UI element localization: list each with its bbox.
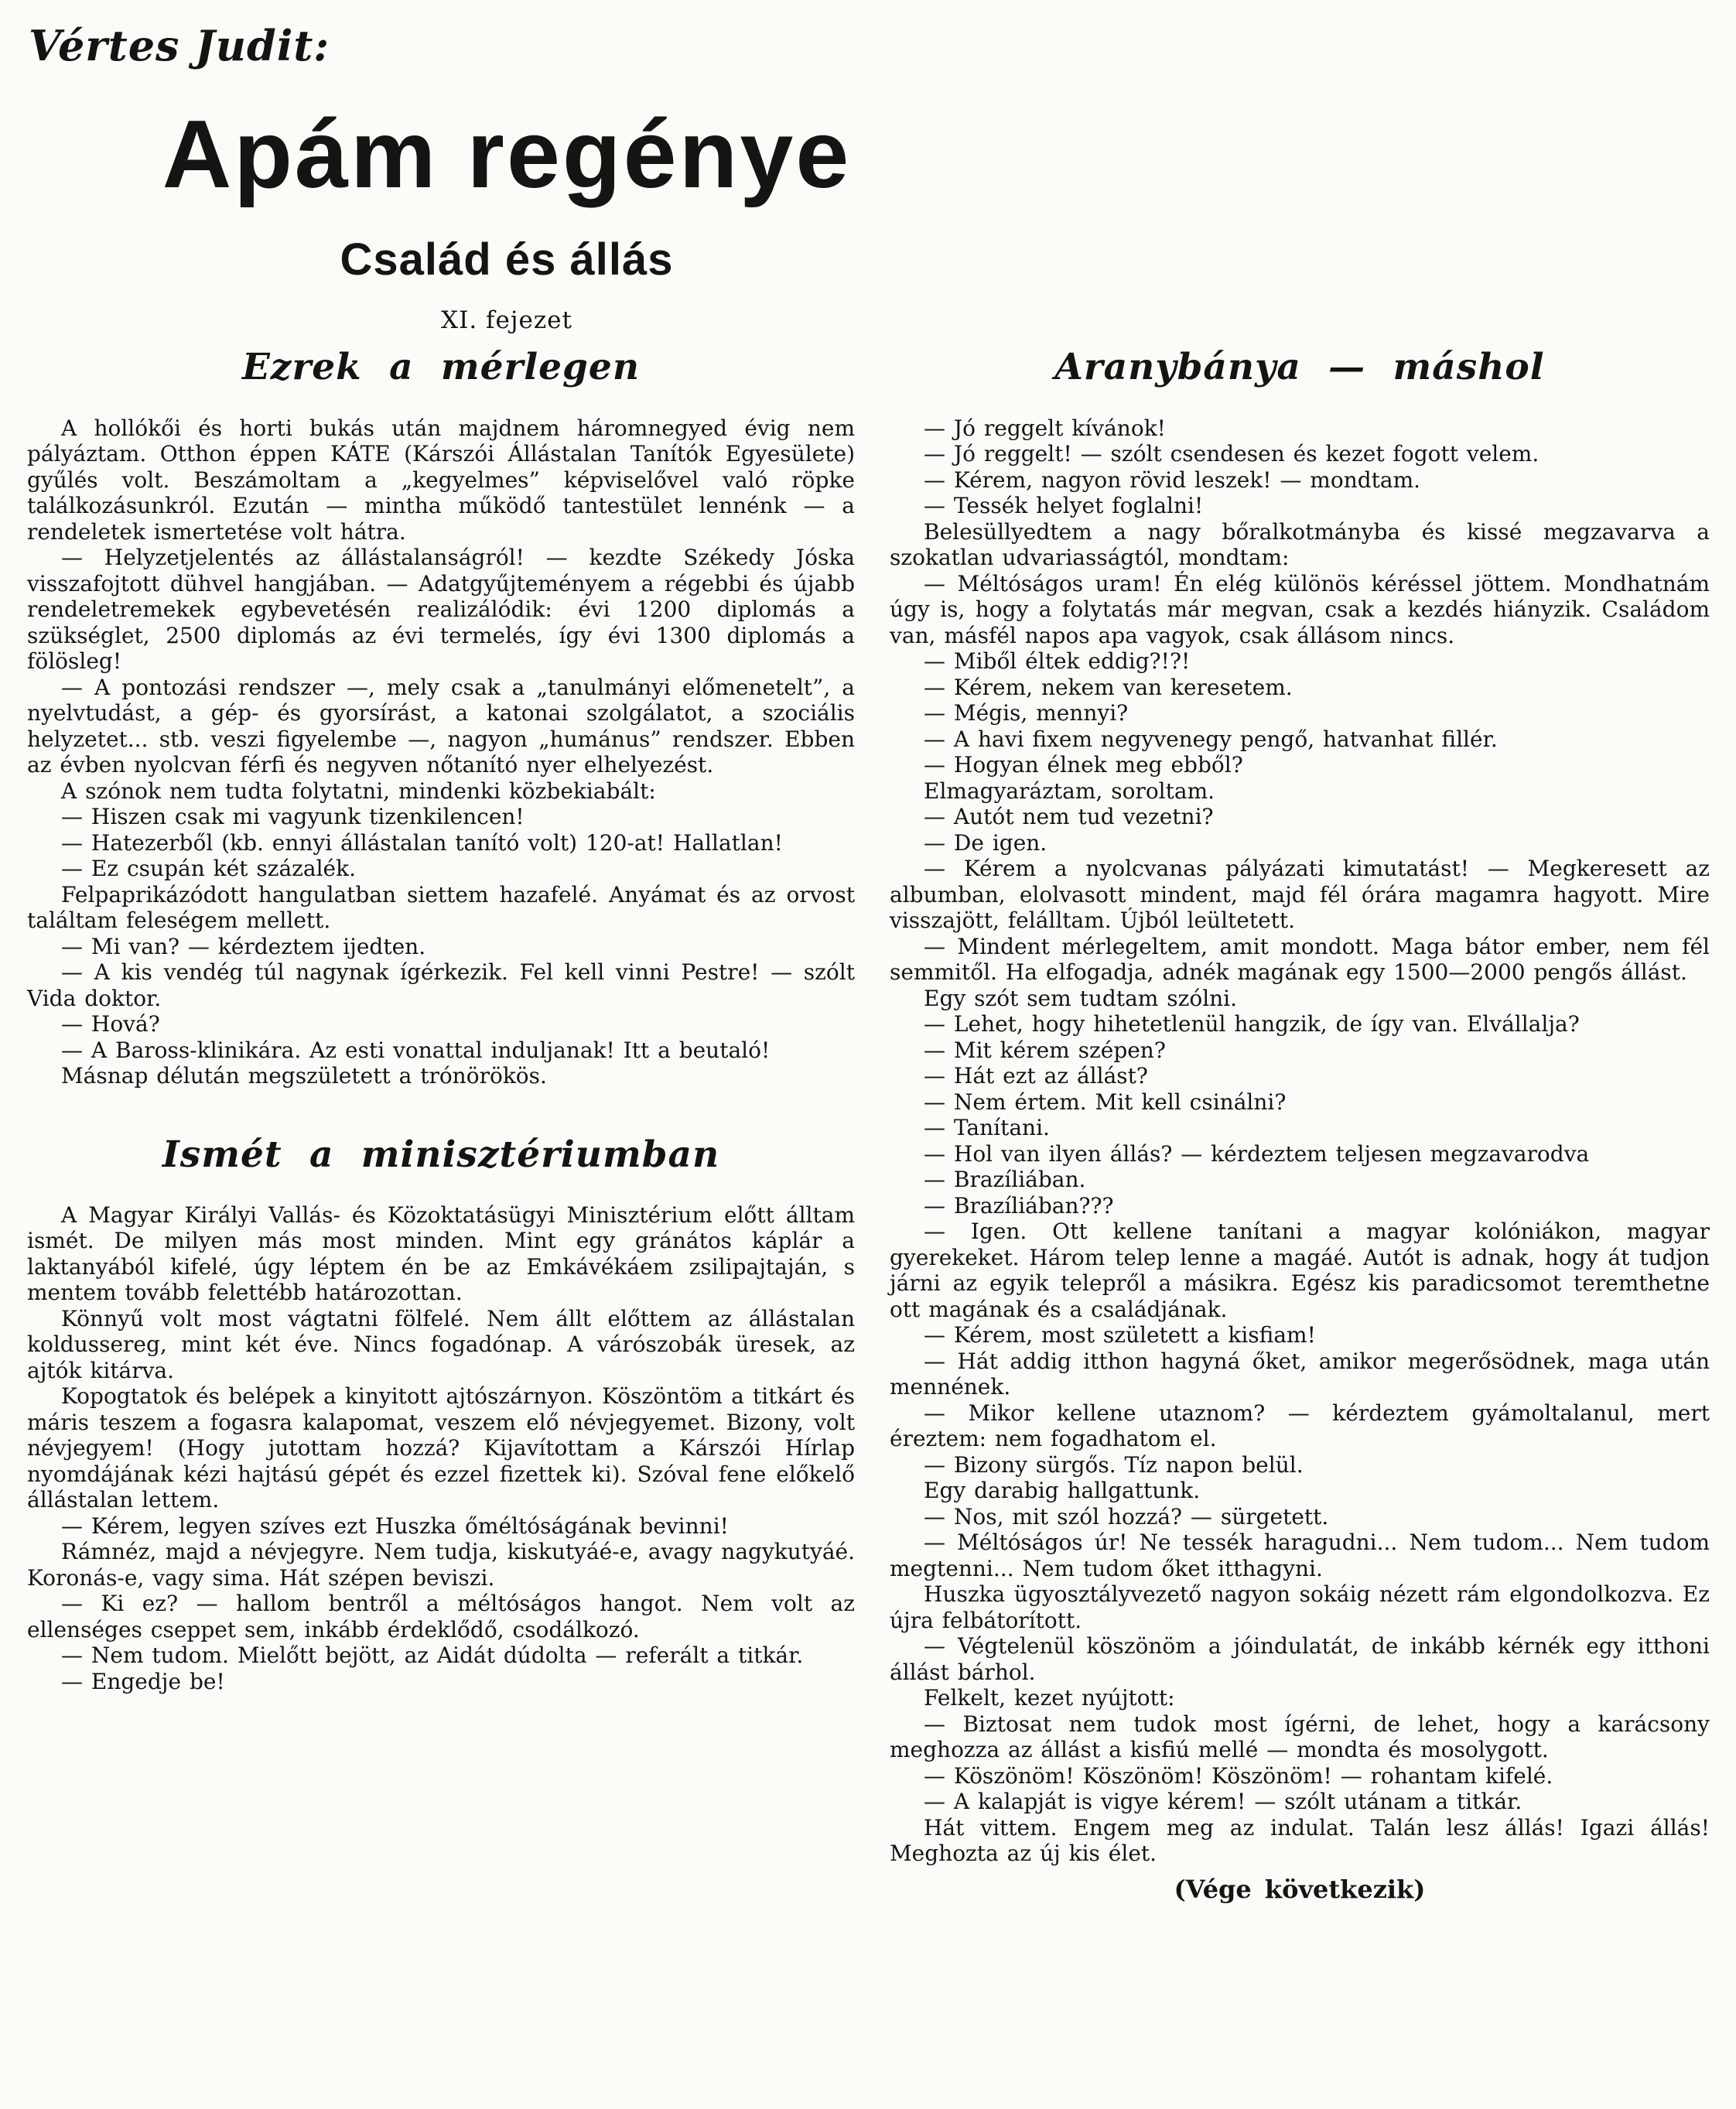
paragraph: — A havi fixem negyvenegy pengő, hatvanhat fillér.	[924, 726, 1498, 752]
section-ismet-a-miniszteriumban	[27, 1134, 855, 1695]
paragraph: — Ki ez? — hallom bentről a méltóságos hangot. Nem volt az ellenséges cseppet sem, inkább érdeklődő, csodálkozó.	[27, 1591, 855, 1642]
section-heading: Ismét a minisztériumban	[162, 1133, 720, 1176]
author-byline: Vértes Judit:	[29, 21, 330, 70]
paragraph: A hollókői és horti bukás után majdnem háromnegyed évig nem pályáztam. Otthon éppen KÁTE (Kárszói Állástalan Tanítók Egyesülete) gyűlés volt. Beszámoltam a „kegyelmes” képviselővel való röpke találkozásunkról. Ezután — mintha működő tantestület lennénk — a rendeletek ismertetése volt hátra.	[27, 415, 855, 545]
columns	[27, 339, 1710, 1903]
paragraph: — Miből éltek eddig?!?!	[924, 648, 1191, 675]
paragraph: — Méltóságos uram! Én elég különös kéréssel jöttem. Mondhatnám úgy is, hogy a folytatás már megvan, csak a kezdés hiányzik. Családom van, másfél napos apa vagyok, csak állásom nincs.	[890, 570, 1710, 648]
paragraph: — Kérem, nekem van keresetem.	[924, 674, 1293, 700]
paragraph: — Kérem, most született a kisfiam!	[924, 1322, 1316, 1348]
paragraph: Könnyű volt most vágtatni fölfelé. Nem állt előttem az állástalan koldussereg, mint két éve. Nincs fogadónap. A várószobák üresek, az ajtók kitárva.	[27, 1305, 855, 1383]
paragraph: Rámnéz, majd a névjegyre. Nem tudja, kiskutyáé-e, avagy nagykutyáé. Koronás-e, vagy sima. Hát szépen beviszi.	[27, 1539, 855, 1591]
paragraph: — Jó reggelt! — szólt csendesen és kezet fogott velem.	[924, 441, 1540, 467]
right-column	[890, 339, 1710, 1903]
paragraph: — Méltóságos úr! Ne tessék haragudni... Nem tudom... Nem tudom megtenni... Nem tudom őket itthagyni.	[890, 1530, 1710, 1581]
chapter-label: XI. fejezet	[441, 306, 572, 335]
paragraph: — Helyzetjelentés az állástalanságról! — kezdte Székedy Jóska visszafojtott dühvel hangjában. — Adatgyűjteményem a régebbi és újabb rendeletremekek egybevetésén realizálódik: évi 1200 diplomás a szükséglet, 2500 diplomás az évi termelés, így évi 1300 diplomás a fölösleg!	[27, 545, 855, 675]
paragraph: — Hogyan élnek meg ebből?	[924, 752, 1243, 778]
paragraph: — Hová?	[61, 1011, 160, 1037]
paragraph: — Nem tudom. Mielőtt bejött, az Aidát dúdolta — referált a titkár.	[61, 1642, 804, 1669]
paragraph: — Végtelenül köszönöm a jóindulatát, de inkább kérnék egy itthoni állást bárhol.	[890, 1633, 1710, 1685]
paragraphs-container	[27, 1202, 855, 1695]
section-ezrek-a-merlegen	[27, 347, 855, 1089]
paragraph: — Hát ezt az állást?	[924, 1063, 1148, 1089]
paragraph: — Mi van? — kérdeztem ijedten.	[61, 933, 426, 959]
paragraph: Kopogtatok és belépek a kinyitott ajtószárnyon. Köszöntöm a titkárt és máris teszem a fogasra kalapomat, veszem elő névjegyemet. Bizony, volt névjegyem! (Hogy jutottam hozzá? Kijavítottam a Kárszói Hírlap nyomdájának kézi hajtású gépét és ezzel fizettek ki). Szóval fene előkelő állástalan lettem.	[27, 1383, 855, 1513]
paragraph: Egy darabig hallgattunk.	[924, 1478, 1201, 1504]
article-subtitle: Család és állás	[340, 234, 674, 285]
paragraph: — Nos, mit szól hozzá? — sürgetett.	[924, 1503, 1329, 1530]
title-block	[27, 101, 986, 335]
paragraph: — Jó reggelt kívánok!	[924, 415, 1166, 441]
paragraph: — A Baross-klinikára. Az esti vonattal induljanak! Itt a beutaló!	[61, 1037, 771, 1063]
paragraph: Egy szót sem tudtam szólni.	[924, 985, 1238, 1011]
paragraph: Belesüllyedtem a nagy bőralkotmányba és kissé megzavarva a szokatlan udvariasságtól, mondtam:	[890, 518, 1710, 571]
paragraph: — Köszönöm! Köszönöm! Köszönöm! — rohantam kifelé.	[924, 1762, 1553, 1789]
paragraph: Felpaprikázódott hangulatban siettem hazafelé. Anyámat és az orvost találtam feleségem mellett.	[27, 881, 855, 934]
article-title: Apám regénye	[162, 101, 852, 209]
paragraph: — Ez csupán két százalék.	[61, 856, 356, 882]
paragraph: Felkelt, kezet nyújtott:	[924, 1685, 1175, 1711]
paragraph: — Hol van ilyen állás? — kérdeztem teljesen megzavarodva	[924, 1140, 1590, 1167]
paragraph: — Hát addig itthon hagyná őket, amikor megerősödnek, maga után mennének.	[890, 1348, 1710, 1400]
paragraph: Elmagyaráztam, soroltam.	[924, 778, 1215, 804]
section-heading: Aranybánya — máshol	[1054, 346, 1545, 389]
paragraph: — A kalapját is vigye kérem! — szólt utánam a titkár.	[924, 1789, 1522, 1815]
paragraph: — Hatezerből (kb. ennyi állástalan tanító volt) 120-at! Hallatlan!	[61, 829, 783, 856]
paragraph: — Autót nem tud vezetni?	[924, 804, 1214, 830]
paragraph: — Mit kérem szépen?	[924, 1037, 1166, 1063]
paragraph: — Mindent mérlegeltem, amit mondott. Maga bátor ember, nem fél semmitől. Ha elfogadja, adnék magának egy 1500—2000 pengős állást.	[890, 933, 1710, 986]
paragraph: — Tessék helyet foglalni!	[924, 493, 1204, 519]
paragraph: — Hiszen csak mi vagyunk tizenkilencen!	[61, 804, 525, 830]
section-heading: Ezrek a mérlegen	[241, 346, 640, 389]
paragraph: Hát vittem. Engem meg az indulat. Talán lesz állás! Igazi állás! Meghozta az új kis élet.	[890, 1814, 1710, 1867]
paragraph: — Brazíliában???	[924, 1192, 1114, 1219]
paragraph: — Mégis, mennyi?	[924, 700, 1129, 726]
paragraph: A Magyar Királyi Vallás- és Közoktatásügyi Minisztérium előtt álltam ismét. De milyen más most minden. Mint egy gránátos káplár a laktanyából kifelé, úgy léptem én be az Emkávékáem zsilipajtaján, s mentem tovább felettébb határozottan.	[27, 1201, 855, 1306]
paragraph: A szónok nem tudta folytatni, mindenki közbekiabált:	[61, 778, 656, 804]
paragraph: — Kérem a nyolcvanas pályázati kimutatást! — Megkeresett az albumban, elolvasott mindent, majd fél órára magamra hagyott. Mire visszajött, felálltam. Újból leültetett.	[890, 856, 1710, 934]
paragraph: — A kis vendég túl nagynak ígérkezik. Fel kell vinni Pestre! — szólt Vida doktor.	[27, 959, 855, 1011]
paragraphs-container	[27, 415, 855, 1089]
paragraph: — Tanítani.	[924, 1115, 1050, 1141]
paragraph: — Brazíliában.	[924, 1167, 1086, 1193]
paragraph: — Kérem, nagyon rövid leszek! — mondtam.	[924, 467, 1421, 493]
paragraph: — Igen. Ott kellene tanítani a magyar kolóniákon, magyar gyerekeket. Három telep lenne a magáé. Autót is adnak, hogy át tudjon járni az egyik telepről a másikra. Egész kis paradicsomot teremthetne ott magának és a családjának.	[890, 1219, 1710, 1322]
paragraph: — Lehet, hogy hihetetlenül hangzik, de így van. Elvállalja?	[924, 1011, 1580, 1037]
paragraph: — Biztosat nem tudok most ígérni, de lehet, hogy a karácsony meghozza az állást a kisfiú mellé — mondta és mosolygott.	[890, 1711, 1710, 1763]
continuation-note: (Vége következik)	[1174, 1874, 1426, 1904]
paragraph: — Bizony sürgős. Tíz napon belül.	[924, 1451, 1304, 1478]
paragraphs-container	[890, 415, 1710, 1867]
paragraph: Huszka ügyosztályvezető nagyon sokáig nézett rám elgondolkozva. Ez újra felbátorított.	[890, 1581, 1710, 1633]
section-aranybanya-mashol	[890, 347, 1710, 1903]
paragraph: — Engedje be!	[61, 1668, 225, 1694]
paragraph: — De igen.	[924, 829, 1047, 856]
paragraph: — Mikor kellene utaznom? — kérdeztem gyámoltalanul, mert éreztem: nem fogadhatom el.	[890, 1400, 1710, 1452]
paragraph: Másnap délután megszületett a trónörökös.	[61, 1063, 547, 1089]
paragraph: — Kérem, legyen szíves ezt Huszka őméltóságának bevinni!	[61, 1513, 729, 1539]
paragraph: — A pontozási rendszer —, mely csak a „tanulmányi előmenetelt”, a nyelvtudást, a gép- és gyorsírást, a katonai szolgálatot, a szociális helyzetet... stb. veszi figyelembe —, nagyon „humánus” rendszer. Ebben az évben nyolcvan férfi és negyven nőtanító nyer elhelyezést.	[27, 674, 855, 778]
left-column	[27, 339, 855, 1903]
article-header	[27, 23, 1710, 334]
paragraph: — Nem értem. Mit kell csinálni?	[924, 1089, 1287, 1115]
